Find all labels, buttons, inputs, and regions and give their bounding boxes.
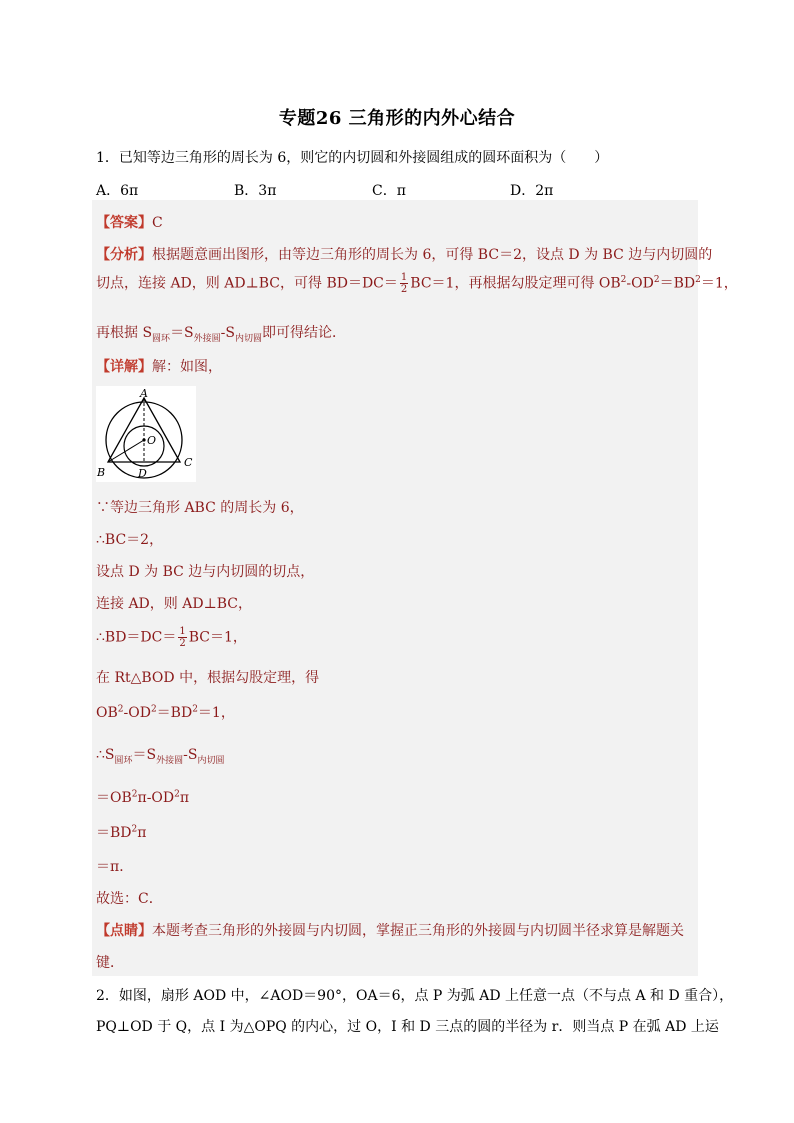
detail-tag: 【详解】 [96, 359, 152, 375]
analysis-text-2c: -OD [626, 275, 654, 292]
detail-step-8 [96, 744, 224, 766]
detail-text-10b: π [137, 825, 147, 841]
detail-text-7a: OB [96, 705, 118, 721]
detail-text-7b: -OD [123, 705, 151, 721]
detail-step-7 [96, 702, 235, 722]
detail-step-2: ∴BC＝2， [96, 532, 164, 548]
detail-text-7d: ＝1， [197, 705, 235, 721]
exponent: 2 [150, 704, 157, 715]
option-b: B．3π [234, 183, 277, 199]
detail-text-9a: ＝OB [96, 790, 132, 806]
detail-step-6: 在 Rt△BOD 中，根据勾股定理，得 [96, 670, 320, 686]
exponent: 2 [117, 704, 124, 715]
detail-step-3: 设点 D 为 BC 边与内切圆的切点， [96, 564, 315, 580]
fraction-denominator: 2 [179, 638, 186, 649]
detail-text-5a: ∴BD＝DC＝ [96, 629, 177, 646]
subscript-ring: 圆环 [152, 333, 171, 344]
exponent: 2 [695, 274, 701, 285]
analysis-text-2e: ＝1， [700, 275, 738, 292]
answer-text: C [152, 215, 163, 231]
question-1-stem: 1．已知等边三角形的周长为 6，则它的内切圆和外接圆组成的圆环面积为（ ） [96, 150, 609, 166]
fraction-numerator: 1 [179, 626, 186, 637]
page-title: 专题26 三角形的内外心结合 [278, 108, 516, 129]
triangle-circle-figure [96, 386, 196, 482]
exponent: 2 [620, 274, 627, 285]
detail-text-8a: ∴S [96, 747, 115, 763]
option-a: A．6π [96, 183, 139, 199]
detail-text-8b: ＝S [132, 747, 157, 763]
detail-text-9c: π [179, 790, 190, 806]
detail-text-7c: ＝BD [156, 705, 193, 721]
detail-text-8c: -S [183, 747, 198, 763]
analysis-line-1 [96, 244, 712, 264]
subscript-outer: 外接圆 [156, 755, 184, 766]
analysis-text-2a: 切点，连接 AD，则 AD⊥BC，可得 BD＝DC＝ [96, 275, 398, 292]
analysis-text-3c: -S [220, 325, 235, 341]
exponent: 2 [131, 789, 138, 800]
detail-step-5 [96, 626, 247, 649]
analysis-line-3 [96, 322, 346, 344]
exponent: 2 [653, 274, 660, 285]
comment-text-1: 本题考查三角形的外接圆与内切圆，掌握正三角形的外接圆与内切圆半径求算是解题关 [152, 923, 684, 939]
detail-text-10a: ＝BD [96, 825, 132, 841]
option-d: D．2π [510, 183, 554, 199]
fraction-numerator: 1 [400, 272, 408, 283]
detail-step-9 [96, 787, 189, 807]
detail-step-11: ＝π． [96, 859, 134, 875]
analysis-tag: 【分析】 [96, 247, 152, 263]
detail-step-10 [96, 822, 146, 842]
answer-line [96, 212, 163, 232]
fraction-half [400, 272, 408, 295]
exponent: 2 [131, 824, 138, 835]
analysis-text-2d: ＝BD [659, 275, 696, 292]
analysis-text-2b: BC＝1，再根据勾股定理可得 OB [410, 275, 621, 292]
detail-step-12: 故选：C． [96, 891, 163, 907]
detail-text-5b: BC＝1， [188, 629, 247, 646]
solution-background [92, 200, 698, 976]
subscript-ring: 圆环 [114, 755, 133, 766]
fraction-half [178, 626, 186, 649]
fraction-denominator: 2 [400, 284, 408, 295]
question-2-line-1: 2．如图，扇形 AOD 中，∠AOD＝90°，OA＝6，点 P 为弧 AD 上任意一点（不与点 A 和 D 重合）， [96, 988, 734, 1004]
analysis-line-2 [96, 272, 738, 295]
detail-step-4: 连接 AD，则 AD⊥BC， [96, 596, 252, 612]
analysis-text-3d: 即可得结论． [262, 325, 347, 341]
label-b: B [97, 466, 106, 479]
comment-line-1 [96, 920, 684, 940]
detail-line [96, 356, 222, 376]
analysis-text-3a: 再根据 S [96, 325, 153, 341]
label-a: A [140, 387, 148, 400]
exponent: 2 [174, 789, 180, 800]
label-o: O [147, 434, 157, 447]
option-c: C．π [372, 183, 406, 199]
question-2-line-2: PQ⊥OD 于 Q，点 I 为△OPQ 的内心，过 O，I 和 D 三点的圆的半径为 r．则当点 P 在弧 AD 上运 [96, 1019, 719, 1035]
subscript-inner: 内切圆 [235, 333, 263, 344]
analysis-text-1: 根据题意画出图形，由等边三角形的周长为 6，可得 BC＝2，设点 D 为 BC 边与内切圆的 [152, 247, 713, 263]
detail-intro: 解：如图， [152, 359, 222, 375]
subscript-inner: 内切圆 [197, 755, 225, 766]
analysis-text-3b: ＝S [170, 325, 194, 341]
exponent: 2 [192, 704, 198, 715]
comment-tag: 【点睛】 [96, 923, 152, 939]
detail-text-9b: π-OD [137, 790, 175, 806]
label-d: D [138, 467, 147, 480]
answer-tag: 【答案】 [96, 215, 152, 231]
label-c: C [184, 456, 193, 469]
detail-step-1: ∵等边三角形 ABC 的周长为 6， [96, 500, 304, 516]
comment-line-2: 键． [96, 955, 124, 971]
subscript-outer: 外接圆 [193, 333, 221, 344]
